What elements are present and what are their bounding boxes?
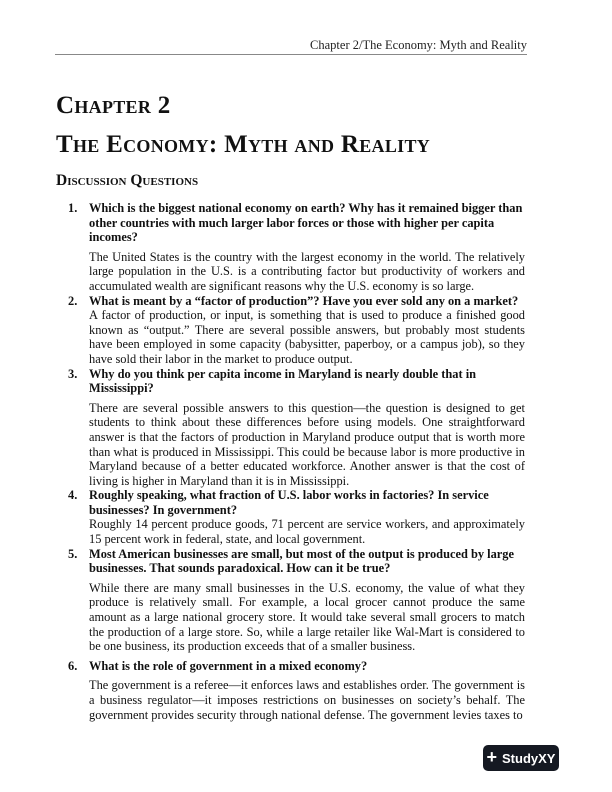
- question-text: Roughly speaking, what fraction of U.S. labor works in factories? In service businesses? In government?: [89, 488, 489, 517]
- plus-icon: +: [486, 747, 498, 767]
- question-item-2: [68, 294, 525, 367]
- answer-text: While there are many small businesses in the U.S. economy, the value of what they produce is relatively small. For example, a local grocer cannot produce the same amount as a large national grocery store. It would take several small grocers to match the production of a large store. So, while a large retailer like Wal-Mart is considered to be one business, its production exceeds that of a smaller business.: [89, 580, 525, 654]
- question-text: Why do you think per capita income in Maryland is nearly double that in Mississippi?: [89, 366, 477, 396]
- question-number: 5.: [68, 546, 78, 561]
- running-header: Chapter 2/The Economy: Myth and Reality: [310, 38, 527, 52]
- question-text: What is the role of government in a mixed economy?: [89, 658, 368, 673]
- studyxy-logo[interactable]: [483, 745, 559, 771]
- question-item-5: [68, 547, 525, 654]
- section-heading: Discussion Questions: [56, 172, 199, 189]
- answer-text: Roughly 14 percent produce goods, 71 percent are service workers, and approximately 15 percent work in federal, state, and local government.: [89, 517, 525, 547]
- question-number: 3.: [68, 366, 78, 381]
- answer-text: A factor of production, or input, is something that is used to produce a finished good known as “output.” There are several possible answers, but probably most students have been employed in some capacity (babysitter, paperboy, or a campus job), so they have sold their labor in the market to produce output.: [89, 308, 525, 366]
- answer-text: The government is a referee—it enforces laws and establishes order. The government is a business regulator—it imposes restrictions on businesses on society’s behalf. The government provides security through national defense. The government levies taxes to: [89, 678, 525, 722]
- question-number: 4.: [68, 488, 78, 503]
- question-item-3: [68, 367, 525, 489]
- question-item-4: [68, 488, 525, 546]
- question-text: Which is the biggest national economy on earth? Why has it remained bigger than other countries with much larger labor forces or those with higher per capita incomes?: [89, 201, 523, 245]
- question-number: 2.: [68, 293, 78, 308]
- header-divider: [55, 54, 527, 55]
- question-number: 6.: [68, 658, 78, 673]
- discussion-questions-list: [68, 201, 525, 722]
- studyxy-label: StudyXY: [502, 750, 556, 766]
- question-text: What is meant by a “factor of production”? Have you ever sold any on a market?: [89, 293, 519, 308]
- question-item-6: [68, 659, 525, 722]
- chapter-title: The Economy: Myth and Reality: [56, 131, 431, 158]
- answer-text: The United States is the country with the largest economy in the world. The relatively large population in the U.S. is a contributing factor but productivity of workers and accumulated wealth are significant reasons why the U.S. economy is so large.: [89, 249, 525, 293]
- question-text: Most American businesses are small, but most of the output is produced by large businesses. That sounds paradoxical. How can it be true?: [89, 546, 514, 576]
- question-number: 1.: [68, 201, 78, 215]
- question-item-1: [68, 201, 525, 294]
- answer-text: There are several possible answers to this question—the question is designed to get students to think about these differences before using models. One straightforward answer is that the factors of production in Maryland produce output that is worth more than what is produced in Mississippi. This could be because labor is more productive in Maryland because of a better educated workforce. Another answer is that the cost of living is higher in Maryland than it is in Mississippi.: [89, 400, 525, 488]
- chapter-label: Chapter 2: [56, 92, 171, 119]
